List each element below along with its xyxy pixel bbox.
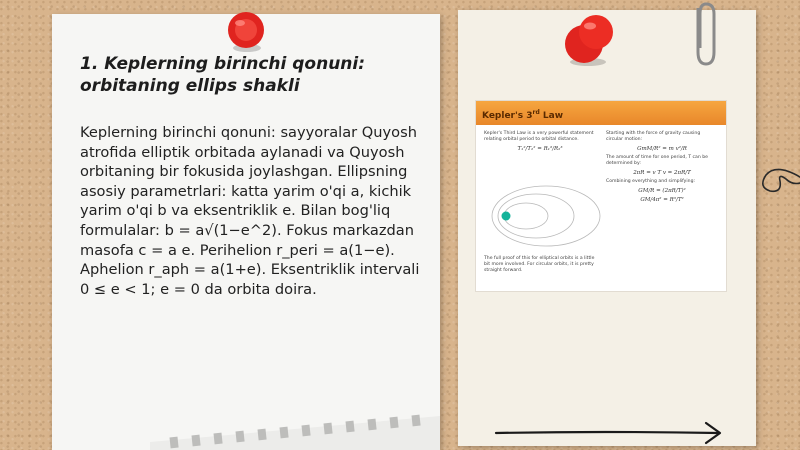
- push-pin-icon: [558, 10, 620, 68]
- sun-icon: [502, 212, 511, 221]
- slide-right-equation-1: GmM/R² = m v²/R: [637, 146, 687, 152]
- push-pin-icon: [222, 8, 272, 54]
- slide-right-text-3: Combining everything and simplifying:: [606, 179, 696, 184]
- slide-left-intro: Kepler's Third Law is a very powerful statement relating orbital period to orbital distance.: [484, 131, 594, 142]
- slide-right-equation-4: GM/4π² = R³/T²: [640, 197, 684, 203]
- slide-title-superscript: rd: [532, 109, 540, 116]
- slide-title-end: Law: [539, 111, 564, 121]
- slide-left-outro: The full proof of this for elliptical orbits is a little bit more involved. For circular orbits, it is pretty straight forward.: [484, 256, 595, 273]
- slide-left-equation: T₁²/T₂² = R₁³/R₂³: [517, 146, 563, 152]
- paper-clip-icon: [688, 0, 720, 70]
- note-body-text: Keplerning birinchi qonuni: sayyoralar Quyosh atrofida elliptik orbitada aylanadi va Quyosh orbitaning bir fokusida joylashgan. Ellipsning asosiy parametrlari: katta yarim o'qi a, kichik yarim o'qi b va eksentriklik e. Bilan bog'liq formulalar: b = a√(1−e^2). Fokus markazdan masofa c = a e. Perihelion r_peri = a(1−e). Aphelion r_aph = a(1+e). Eksentriklik intervali 0 ≤ e < 1; e = 0 da orbita doira.: [80, 124, 420, 298]
- scribble-loop-icon: [756, 155, 800, 205]
- slide-right-equation-2: 2πR = v T v = 2πR/T: [633, 170, 691, 176]
- note-title: 1. Keplerning birinchi qonuni: orbitaning ellips shakli: [80, 54, 366, 96]
- slide-title: Kepler's 3: [482, 111, 533, 121]
- slide-left-column: [484, 131, 596, 155]
- slide-right-column: [606, 131, 718, 206]
- slide-right-text-1: Starting with the force of gravity causing circular motion:: [606, 131, 701, 142]
- slide-header: [476, 101, 726, 125]
- orbit-diagram: [484, 181, 602, 251]
- slide-right-equation-3: GM/R = (2πR/T)²: [638, 188, 686, 194]
- keplers-third-law-slide: [475, 100, 727, 292]
- arrow-right-icon: [494, 420, 726, 446]
- slide-right-text-2: The amount of time for one period, T can be determined by:: [606, 155, 708, 166]
